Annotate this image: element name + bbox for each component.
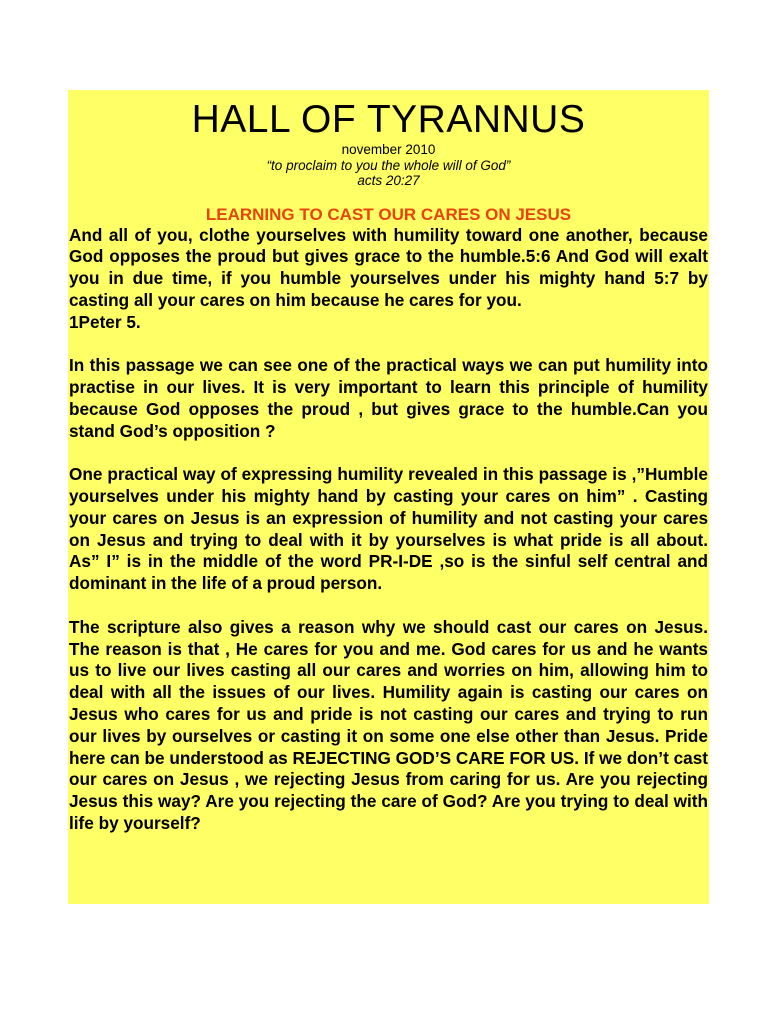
- newsletter-panel: [68, 90, 709, 904]
- motto-reference: acts 20:27: [357, 173, 420, 188]
- scripture-quote: And all of you, clothe yourselves with humility toward one another, because God opposes the proud but gives grace to the humble.5:6 And God will exalt you in due time, if you humble yourselves under his mighty hand 5:7 by casting all your cares on him because he cares for you.: [69, 224, 708, 310]
- issue-date: november 2010: [341, 142, 436, 157]
- paragraph-3: The scripture also gives a reason why we should cast our cares on Jesus. The reason is that , He cares for you and me. God cares for us and he wants us to live our lives casting all our cares and worries on him, allowing him to deal with all the issues of our lives. Humility again is casting our cares on Jesus who cares for us and pride is not casting our cares and trying to run our lives by ourselves or casting it on some one else other than Jesus. Pride here can be understood as REJECTING GOD’S CARE FOR US. If we don’t cast our cares on Jesus , we rejecting Jesus from caring for us. Are you rejecting Jesus this way? Are you rejecting the care of God? Are you trying to deal with life by yourself?: [69, 616, 708, 834]
- paragraph-1: In this passage we can see one of the practical ways we can put humility into practise in our lives. It is very important to learn this principle of humility because God opposes the proud , but gives grace to the humble.Can you stand God’s opposition ?: [69, 355, 708, 441]
- paragraph-2: One practical way of expressing humility revealed in this passage is ,”Humble yourselves under his mighty hand by casting your cares on him” . Casting your cares on Jesus is an expression of humility and not casting your cares on Jesus and trying to deal with it by yourselves is what pride is all about. As” I” is in the middle of the word PR-I-DE ,so is the sinful self central and dominant in the life of a proud person.: [69, 464, 708, 594]
- masthead: [68, 98, 709, 189]
- motto: “to proclaim to you the whole will of God”: [266, 157, 511, 173]
- article-body: [68, 225, 709, 835]
- newsletter-title: HALL OF TYRANNUS: [191, 98, 586, 141]
- scripture-reference: 1Peter 5.: [69, 311, 141, 332]
- article-heading: LEARNING TO CAST OUR CARES ON JESUS: [205, 204, 572, 224]
